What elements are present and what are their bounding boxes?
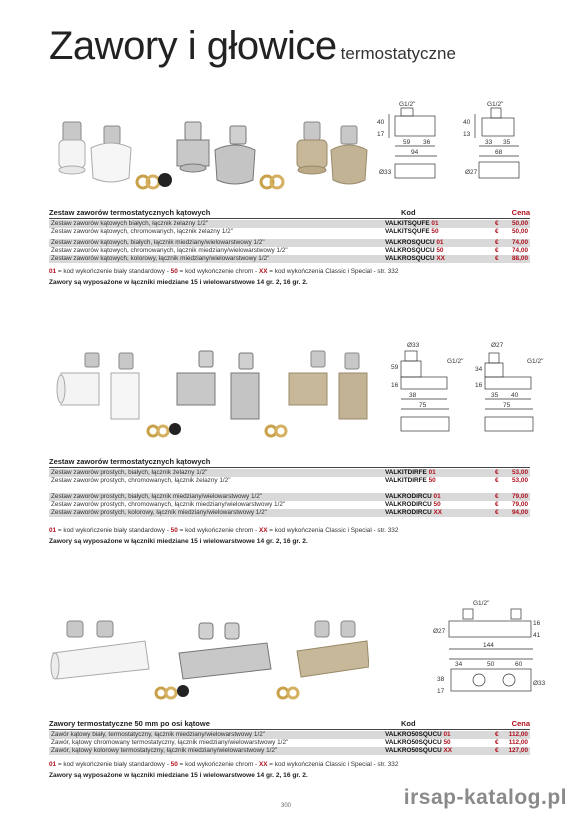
product-photos [49, 343, 369, 438]
dim-label: Ø27 [491, 342, 504, 349]
watermark: irsap-katalog.pl [403, 786, 567, 809]
technical-drawing [429, 597, 547, 707]
divider [49, 729, 530, 730]
price-column-header: Cena [511, 208, 530, 217]
dim-label: 40 [377, 119, 385, 126]
valve-photo-white [57, 353, 139, 419]
finish-code-legend: 01 = kod wykończenie biały standardowy - 50 = kod wykończenie chrom - XX = kod wykończenia Classic i Special - str. 332 [49, 268, 399, 275]
dim-label: 17 [437, 688, 445, 695]
dim-label: 35 [503, 139, 511, 146]
dim-label: 35 [491, 392, 499, 399]
table-row: Zestaw zaworów prostych, białych, łącznik miedziany/wielowarstwowy 1/2" VALKRODIRCU 01 € 79,00 [51, 493, 528, 500]
table-row: Zestaw zaworów kątowych białych, łącznik żelazny 1/2" VALKITSQUFE 01 € 50,00 [51, 220, 528, 227]
price-column-header: Cena [511, 719, 530, 728]
dim-label: 59 [403, 139, 411, 146]
dim-label: G1/2" [527, 358, 544, 365]
dim-label: 144 [483, 642, 494, 649]
dim-label: G1/2" [447, 358, 464, 365]
dim-label: 75 [503, 402, 511, 409]
table-row: Zestaw zaworów kątowych, białych, łącznik miedziany/wielowarstwowy 1/2" VALKROSQUCU 01 € 74,00 [51, 239, 528, 246]
table-heading: Zawory termostatyczne 50 mm po osi kątowe [49, 719, 210, 728]
coupling-rings [137, 173, 172, 188]
dim-label: 36 [423, 139, 431, 146]
fittings-note: Zawory są wyposażone w łączniki miedziane 15 i wielowarstwowe 14 gr. 2, 16 gr. 2. [49, 279, 308, 286]
table-heading: Zestaw zaworów termostatycznych kątowych [49, 457, 211, 466]
divider [49, 218, 530, 219]
dim-label: Ø33 [407, 342, 420, 349]
finish-code-legend: 01 = kod wykończenie biały standardowy - 50 = kod wykończenie chrom - XX = kod wykończenia Classic i Special - str. 332 [49, 527, 399, 534]
table-row: Zestaw zaworów prostych, kolorowy, łącznik miedziany/wielowarstwowy 1/2" VALKRODIRCU XX € 94,00 [51, 509, 528, 516]
dim-label: 38 [437, 676, 445, 683]
dim-label: 41 [533, 632, 541, 639]
dim-label: 16 [475, 382, 483, 389]
dim-label: G1/2" [487, 101, 504, 108]
valve-photo-white [59, 122, 131, 182]
page-number: 300 [281, 803, 292, 809]
table-row: Zestaw zaworów kątowych, kolorowy, łącznik miedziany/wielowarstwowy 1/2" VALKROSQUCU XX € 88,00 [51, 255, 528, 262]
table-header [49, 719, 530, 728]
technical-drawing [387, 339, 547, 439]
section-angle-valve-sets [49, 101, 530, 308]
coupling-rings-2 [266, 426, 286, 436]
dim-label: Ø27 [433, 628, 446, 635]
table-row: Zawór, kątowy kolorowy termostatyczny, łącznik miedziany/wielowarstwowy 1/2" VALKRO50SQUCU XX € 127,00 [51, 747, 528, 754]
dim-label: 34 [455, 661, 463, 668]
divider [49, 467, 530, 468]
dim-label: 16 [533, 620, 541, 627]
code-column-header: Kod [401, 719, 416, 728]
dim-label: 34 [475, 366, 483, 373]
table-row: Zestaw zaworów prostych, białych, łącznik żelazny 1/2" VALKITDIRFE 01 € 53,00 [51, 469, 528, 476]
table-row: Zestaw zaworów kątowych, chromowanych, łącznik żelazny 1/2" VALKITSQUFE 50 € 50,00 [51, 228, 528, 235]
coupling-rings [156, 685, 189, 698]
coupling-rings-2 [278, 688, 298, 698]
dim-label: 38 [409, 392, 417, 399]
dim-label: G1/2" [399, 101, 416, 108]
dim-label: 50 [487, 661, 495, 668]
dim-label: 40 [463, 119, 471, 126]
valve-photo-beige [297, 621, 369, 677]
dim-label: Ø33 [379, 169, 392, 176]
page-title [49, 22, 456, 78]
title-main: Zawory i głowice [49, 24, 337, 68]
valve-photo-white [51, 621, 149, 679]
table-header [49, 208, 530, 217]
table-row: Zestaw zaworów prostych, chromowanych, łącznik żelazny 1/2" VALKITDIRFE 50 € 53,00 [51, 477, 528, 484]
dim-label: 75 [419, 402, 427, 409]
dim-label: 94 [411, 149, 419, 156]
valve-photo-chrome [177, 351, 259, 419]
product-photos [49, 613, 369, 703]
code-column-header: Kod [401, 208, 416, 217]
fittings-note: Zawory są wyposażone w łączniki miedziane 15 i wielowarstwowe 14 gr. 2, 16 gr. 2. [49, 538, 308, 545]
dim-label: 59 [391, 364, 399, 371]
dim-label: 16 [391, 382, 399, 389]
valve-photo-chrome [179, 623, 271, 679]
dim-label: 60 [515, 661, 523, 668]
fittings-note: Zawory są wyposażone w łączniki miedziane 15 i wielowarstwowe 14 gr. 2, 16 gr. 2. [49, 772, 308, 779]
dim-label: Ø27 [465, 169, 478, 176]
table-heading: Zestaw zaworów termostatycznych kątowych [49, 208, 211, 217]
dim-label: 33 [485, 139, 493, 146]
coupling-rings [148, 423, 181, 436]
dim-label: G1/2" [473, 600, 490, 607]
table-row: Zestaw zaworów kątowych, chromowanych, łącznik miedziany/wielowarstwowy 1/2" VALKROSQUCU 50 € 74,00 [51, 247, 528, 254]
table-row: Zestaw zaworów prostych, chromowanych, łącznik miedziany/wielowarstwowy 1/2" VALKRODIRCU 50 € 79,00 [51, 501, 528, 508]
coupling-rings-2 [261, 176, 283, 188]
product-photos [49, 108, 369, 203]
dim-label: 13 [463, 131, 471, 138]
table-header [49, 457, 530, 466]
dim-label: 68 [495, 149, 503, 156]
section-50mm-axis-valves [49, 595, 546, 795]
finish-code-legend: 01 = kod wykończenie biały standardowy - 50 = kod wykończenie chrom - XX = kod wykończenia Classic i Special - str. 332 [49, 761, 399, 768]
section-straight-valve-sets [49, 342, 544, 553]
table-row: Zawór kątowy biały, termostatyczny, łącznik miedziany/wielowarstwowy 1/2" VALKRO50SQUCU 01 € 112,00 [51, 731, 528, 738]
technical-drawing [367, 98, 532, 193]
title-subtitle: termostatyczne [340, 44, 456, 63]
dim-label: Ø33 [533, 680, 546, 687]
valve-photo-beige [297, 122, 367, 184]
dim-label: 40 [511, 392, 519, 399]
table-row: Zawór, kątowy chromowany termostatyczny, łącznik miedziany/wielowarstwowy 1/2" VALKRO50SQUCU 50 € 112,00 [51, 739, 528, 746]
dim-label: 17 [377, 131, 385, 138]
valve-photo-beige [289, 351, 367, 419]
valve-photo-chrome [177, 122, 255, 184]
